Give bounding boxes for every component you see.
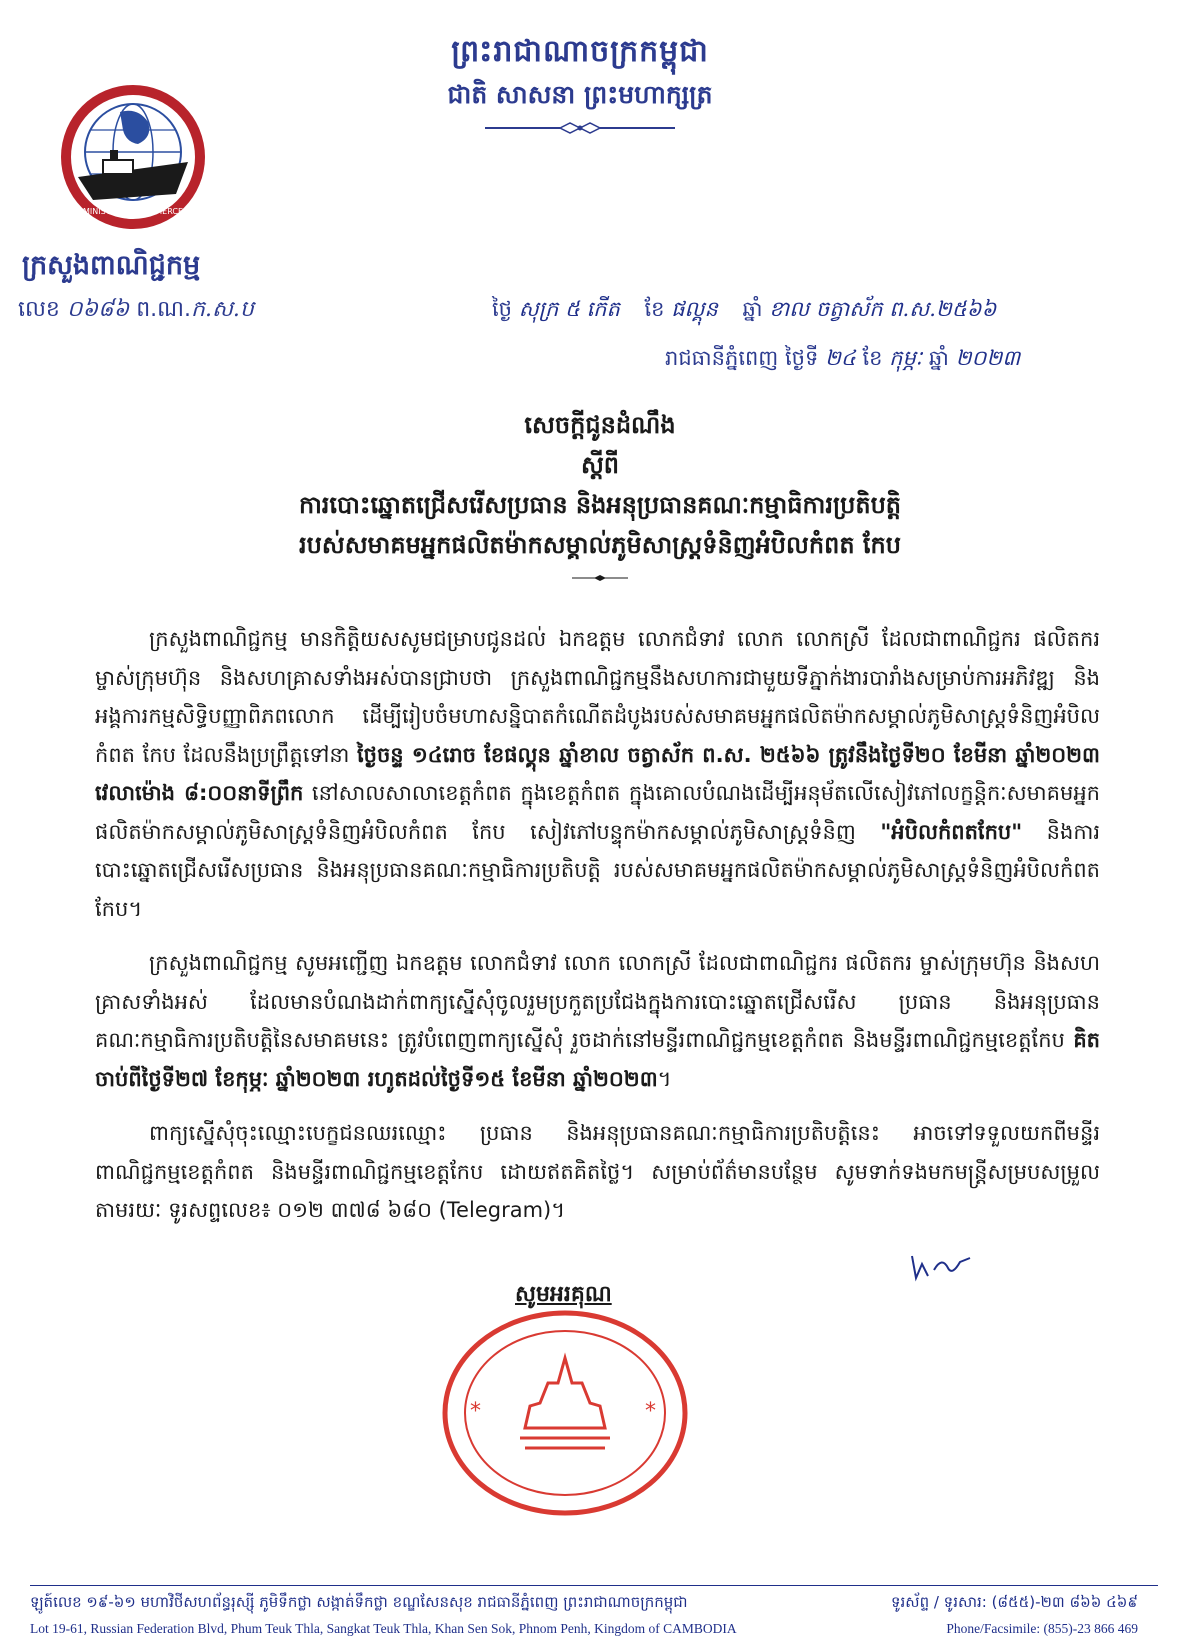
footer-phone-en: Phone/Facsimile: (855)-23 866 469: [946, 1621, 1138, 1636]
lunar-date: [492, 296, 996, 327]
paragraph-3: ពាក្យស្នើសុំចុះឈ្មោះបេក្ខជនឈរឈ្មោះ ប្រធាន និងអនុប្រធានគណៈកម្មាធិការប្រតិបត្តិនេះ អាចទៅទទួលយកពីមន្ទីរពាណិជ្ជកម្មខេត្តកំពត និងមន្ទីរពាណិជ្ជកម្មខេត្តកែប ដោយឥតគិតថ្លៃ។ សម្រាប់ព័ត៌មានបន្ថែម សូមទាក់ទងមកមន្ត្រីសម្របសម្រួលតាមរយៈ ទូរសព្ទលេខ៖ ០១២ ៣៧៨ ៦៨០ (Telegram)។: [95, 1121, 1100, 1222]
p1-text-a: ក្រសួងពាណិជ្ជកម្ម មានកិត្តិយសសូមជម្រាបជូនដល់ ឯកឧត្តម លោកជំទាវ លោក លោកស្រី ដែលជាពាណិជ្ជករ ផលិតករ ម្ចាស់ក្រុមហ៊ុន និងសហគ្រាសទាំងអស់បានជ្រាបថា ក្រសួងពាណិជ្ជកម្មនឹងសហការជាមួយទីភ្នាក់ងារបារាំងសម្រាប់ការអភិវឌ្ឍ និងអង្គការកម្មសិទ្ធិបញ្ញាពិភពលោក ដើម្បីរៀបចំមហាសន្និបាតកំណើតដំបូងរបស់សមាគមអ្នកផលិតម៉ាកសម្គាល់ភូមិសាស្ត្រទំនិញអំបិលកំពត កែប ដែលនឹងប្រព្រឹត្តទៅនា: [95, 627, 1100, 767]
ministry-name: ក្រសួងពាណិជ្ជកម្ម: [22, 250, 201, 281]
ref-hand: ក.ស.ប: [191, 297, 254, 322]
svg-text:*: *: [470, 1399, 481, 1424]
footer-line-km: [30, 1590, 1158, 1614]
p1-text-b: នៅសាលសាលាខេត្តកំពត ក្នុងខេត្តកំពត ក្នុងគោលបំណងដើម្បីអនុម័តលើសៀវភៅលក្ខន្តិកៈសមាគមអ្នកផលិតម៉ាកសម្គាល់ភូមិសាស្ត្រទំនិញអំបិលកំពត កែប សៀវភៅបន្ទុកម៉ាកសម្គាល់ភូមិសាស្ត្រទំនិញ: [95, 781, 1100, 844]
p2-text-b: ។: [657, 1066, 672, 1091]
p1-event-date: ថ្ងៃចន្ទ ១៤រោច ខែផល្គុន ឆ្នាំខាល ចត្វាស័ក ព.ស. ២៥៦៦ ត្រូវនឹងថ្ងៃទី២០ ខែមីនា ឆ្នាំ២០២៣ វេលាម៉ោង ៨:០០នាទីព្រឹក: [95, 742, 1100, 805]
solar-year: ២០២៣: [955, 346, 1021, 370]
lunar-prefix: ថ្ងៃ: [492, 297, 512, 321]
solar-prefix: រាជធានីភ្នំពេញ ថ្ងៃទី: [665, 346, 819, 370]
small-divider-icon: [570, 573, 630, 583]
kingdom-title: ព្រះរាជាណាចក្រកម្ពុជា: [451, 34, 709, 69]
lunar-month-prefix: ខែ: [644, 297, 665, 321]
logo-label: MINISTRY OF COMMERCE: [82, 207, 184, 216]
p2-text-a: ក្រសួងពាណិជ្ជកម្ម សូមអញ្ជើញ ឯកឧត្តម លោកជំទាវ លោក លោកស្រី ដែលជាពាណិជ្ជករ ផលិតករ ម្ចាស់ក្រុមហ៊ុន និងសហគ្រាសទាំងអស់ ដែលមានបំណងដាក់ពាក្យស្នើសុំចូលរួមប្រកួតប្រជែងក្នុងការបោះឆ្នោតជ្រើសរើស ប្រធាន និងអនុប្រធានគណៈកម្មាធិការប្រតិបត្តិនៃសមាគមនេះ ត្រូវបំពេញពាក្យស្នើសុំ រួចដាក់នៅមន្ទីរពាណិជ្ជកម្មខេត្តកំពត និងមន្ទីរពាណិជ្ជកម្មខេត្តកែប: [95, 951, 1100, 1052]
ref-prefix: លេខ: [18, 297, 60, 322]
footer: [30, 1585, 1158, 1640]
solar-date: [665, 345, 1020, 376]
lunar-year: ខាល ចត្វាស័ក ព.ស.២៥៦៦: [769, 297, 997, 321]
p1-text-c: និងការបោះឆ្នោតជ្រើសរើសប្រធាន និងអនុប្រធានគណៈកម្មាធិការប្រតិបត្តិ របស់សមាគមអ្នកផលិតម៉ាកសម្គាល់ភូមិសាស្ត្រទំនិញអំបិលកំពត កែប។: [95, 819, 1100, 921]
solar-day: ២៤: [825, 346, 856, 370]
notice-subject-line1: ការបោះឆ្នោតជ្រើសរើសប្រធាន និងអនុប្រធានគណៈកម្មាធិការប្រតិបត្តិ: [298, 491, 902, 519]
footer-address-km: ឡូត៍លេខ ១៩-៦១ មហាវិថីសហព័ន្ធរុស្ស៊ី ភូមិទឹកថ្លា សង្កាត់ទឹកថ្លា ខណ្ឌសែនសុខ រាជធានីភ្នំពេញ ព្រះរាជាណាចក្រកម្ពុជា: [30, 1593, 688, 1611]
ref-suffix: ព.ណ.: [136, 297, 192, 322]
kingdom-header: [360, 30, 800, 140]
ministry-logo-icon: [58, 82, 208, 232]
footer-line-en: [30, 1618, 1158, 1640]
paragraph-1: [95, 620, 1100, 928]
ornament-divider-icon: [360, 120, 800, 136]
solar-year-prefix: ឆ្នាំ: [928, 346, 949, 370]
p1-product-name: "អំបិលកំពតកែប": [880, 819, 1023, 844]
svg-text:*: *: [645, 1399, 656, 1424]
lunar-year-prefix: ឆ្នាំ: [742, 297, 763, 321]
footer-address-en: Lot 19-61, Russian Federation Blvd, Phum Teuk Thla, Sangkat Teuk Thla, Khan Sen Sok, Phnom Penh, Kingdom of CAMBODIA: [30, 1621, 737, 1636]
paragraph-2: [95, 944, 1100, 1098]
lunar-day: សុក្រ ៥ កើត: [518, 297, 620, 321]
solar-month-prefix: ខែ: [862, 346, 883, 370]
footer-phone-km: ទូរស័ព្ទ / ទូរសារ: (៨៥៥)-២៣ ៨៦៦ ៤៦៩: [891, 1593, 1138, 1611]
p2-deadline: គិតចាប់ពីថ្ងៃទី២៧ ខែកុម្ភៈ ឆ្នាំ២០២៣ រហូតដល់ថ្ងៃទី១៥ ខែមីនា ឆ្នាំ២០២៣: [95, 1028, 1100, 1091]
ref-number: ០៦៨៦: [66, 297, 130, 322]
notice-title: សេចក្តីជូនដំណឹង: [524, 411, 676, 439]
official-seal-icon: [440, 1288, 690, 1518]
closing-thanks: សូមអរគុណ: [515, 1282, 612, 1307]
reference-number: [18, 295, 254, 327]
lunar-month: ផល្គុន: [671, 297, 718, 321]
notice-body: [95, 620, 1100, 1246]
notice-subject-line2: របស់សមាគមអ្នកផលិតម៉ាកសម្គាល់ភូមិសាស្ត្រទំនិញអំបិលកំពត កែប: [298, 531, 902, 559]
notice-title-block: [120, 405, 1080, 587]
notice-subject-label: ស្តីពី: [580, 451, 620, 479]
solar-month: កុម្ភៈ: [889, 346, 923, 370]
initials-signature-icon: [908, 1252, 978, 1282]
kingdom-motto: ជាតិ សាសនា ព្រះមហាក្សត្រ: [447, 80, 713, 109]
